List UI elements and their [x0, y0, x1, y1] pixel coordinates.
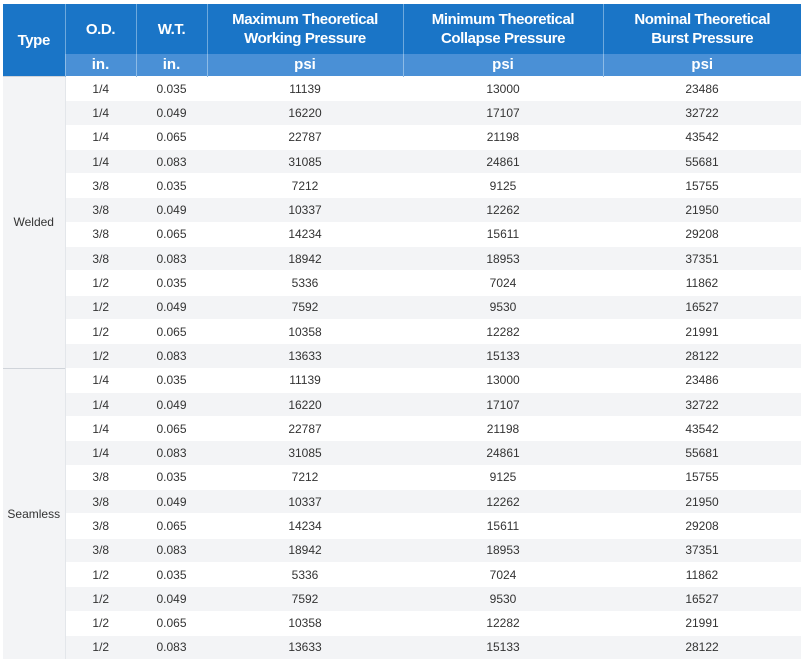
working-pressure-cell: 18942 — [207, 247, 403, 271]
burst-pressure-cell: 21950 — [603, 198, 801, 222]
collapse-pressure-cell: 15133 — [403, 344, 603, 368]
table-row — [3, 490, 801, 514]
od-cell: 3/8 — [65, 174, 136, 198]
od-cell: 1/4 — [65, 368, 136, 392]
table-row — [3, 198, 801, 222]
working-pressure-cell: 11139 — [207, 368, 403, 392]
collapse-pressure-cell: 7024 — [403, 562, 603, 586]
table-body — [3, 77, 801, 659]
wt-cell: 0.083 — [136, 149, 207, 173]
wt-cell: 0.065 — [136, 611, 207, 635]
table-row — [3, 368, 801, 392]
table-row — [3, 174, 801, 198]
table-row — [3, 392, 801, 416]
working-pressure-cell: 31085 — [207, 441, 403, 465]
working-pressure-cell: 11139 — [207, 77, 403, 101]
table-row — [3, 538, 801, 562]
unit-od: in. — [65, 54, 136, 77]
working-pressure-cell: 16220 — [207, 101, 403, 125]
wt-cell: 0.065 — [136, 125, 207, 149]
table-row — [3, 271, 801, 295]
unit-max-working: psi — [207, 54, 403, 77]
burst-pressure-cell: 23486 — [603, 368, 801, 392]
od-cell: 1/2 — [65, 271, 136, 295]
od-cell: 1/4 — [65, 392, 136, 416]
burst-pressure-cell: 37351 — [603, 538, 801, 562]
working-pressure-cell: 14234 — [207, 222, 403, 246]
wt-cell: 0.035 — [136, 562, 207, 586]
collapse-pressure-cell: 21198 — [403, 417, 603, 441]
collapse-pressure-cell: 9125 — [403, 174, 603, 198]
collapse-pressure-cell: 9125 — [403, 465, 603, 489]
wt-cell: 0.049 — [136, 490, 207, 514]
working-pressure-cell: 13633 — [207, 635, 403, 659]
table-row — [3, 295, 801, 319]
working-pressure-cell: 10337 — [207, 490, 403, 514]
header-min-collapse-pressure — [403, 4, 603, 54]
wt-cell: 0.035 — [136, 77, 207, 101]
table-row — [3, 149, 801, 173]
table-row — [3, 562, 801, 586]
table-row — [3, 247, 801, 271]
working-pressure-cell: 22787 — [207, 417, 403, 441]
burst-pressure-cell: 16527 — [603, 587, 801, 611]
wt-cell: 0.049 — [136, 587, 207, 611]
working-pressure-cell: 13633 — [207, 344, 403, 368]
working-pressure-cell: 7592 — [207, 295, 403, 319]
burst-pressure-cell: 21991 — [603, 611, 801, 635]
collapse-pressure-cell: 13000 — [403, 368, 603, 392]
wt-cell: 0.049 — [136, 198, 207, 222]
table-row — [3, 222, 801, 246]
header-od: O.D. — [65, 4, 136, 54]
table-row — [3, 611, 801, 635]
od-cell: 1/4 — [65, 101, 136, 125]
collapse-pressure-cell: 9530 — [403, 295, 603, 319]
type-label-seamless: Seamless — [3, 368, 65, 659]
burst-pressure-cell: 29208 — [603, 514, 801, 538]
working-pressure-cell: 5336 — [207, 271, 403, 295]
collapse-pressure-cell: 24861 — [403, 149, 603, 173]
od-cell: 1/4 — [65, 77, 136, 101]
working-pressure-cell: 10337 — [207, 198, 403, 222]
working-pressure-cell: 22787 — [207, 125, 403, 149]
wt-cell: 0.065 — [136, 417, 207, 441]
od-cell: 1/2 — [65, 611, 136, 635]
header-nominal-burst-line1: Nominal Theoretical — [634, 11, 770, 28]
collapse-pressure-cell: 12262 — [403, 490, 603, 514]
burst-pressure-cell: 32722 — [603, 392, 801, 416]
od-cell: 1/2 — [65, 562, 136, 586]
od-cell: 3/8 — [65, 465, 136, 489]
working-pressure-cell: 10358 — [207, 319, 403, 343]
header-min-collapse-line1: Minimum Theoretical — [432, 11, 574, 28]
burst-pressure-cell: 28122 — [603, 344, 801, 368]
working-pressure-cell: 7592 — [207, 587, 403, 611]
unit-wt: in. — [136, 54, 207, 77]
collapse-pressure-cell: 9530 — [403, 587, 603, 611]
working-pressure-cell: 7212 — [207, 465, 403, 489]
header-nominal-burst-pressure — [603, 4, 801, 54]
od-cell: 3/8 — [65, 247, 136, 271]
collapse-pressure-cell: 13000 — [403, 77, 603, 101]
wt-cell: 0.035 — [136, 465, 207, 489]
collapse-pressure-cell: 18953 — [403, 247, 603, 271]
table-row — [3, 417, 801, 441]
burst-pressure-cell: 21991 — [603, 319, 801, 343]
od-cell: 1/4 — [65, 149, 136, 173]
burst-pressure-cell: 11862 — [603, 271, 801, 295]
working-pressure-cell: 18942 — [207, 538, 403, 562]
unit-nominal-burst: psi — [603, 54, 801, 77]
burst-pressure-cell: 11862 — [603, 562, 801, 586]
type-label-welded: Welded — [3, 77, 65, 369]
collapse-pressure-cell: 18953 — [403, 538, 603, 562]
burst-pressure-cell: 43542 — [603, 417, 801, 441]
od-cell: 1/2 — [65, 344, 136, 368]
wt-cell: 0.035 — [136, 174, 207, 198]
wt-cell: 0.083 — [136, 441, 207, 465]
working-pressure-cell: 16220 — [207, 392, 403, 416]
burst-pressure-cell: 21950 — [603, 490, 801, 514]
collapse-pressure-cell: 7024 — [403, 271, 603, 295]
burst-pressure-cell: 23486 — [603, 77, 801, 101]
wt-cell: 0.049 — [136, 392, 207, 416]
collapse-pressure-cell: 15611 — [403, 222, 603, 246]
header-wt: W.T. — [136, 4, 207, 54]
table-header — [3, 4, 801, 77]
working-pressure-cell: 14234 — [207, 514, 403, 538]
wt-cell: 0.065 — [136, 222, 207, 246]
table-row — [3, 319, 801, 343]
od-cell: 1/2 — [65, 319, 136, 343]
header-min-collapse-line2: Collapse Pressure — [441, 30, 565, 47]
burst-pressure-cell: 37351 — [603, 247, 801, 271]
wt-cell: 0.083 — [136, 538, 207, 562]
header-max-working-pressure — [207, 4, 403, 54]
header-max-working-line2: Working Pressure — [244, 30, 366, 47]
wt-cell: 0.065 — [136, 514, 207, 538]
collapse-pressure-cell: 15611 — [403, 514, 603, 538]
burst-pressure-cell: 16527 — [603, 295, 801, 319]
wt-cell: 0.049 — [136, 101, 207, 125]
working-pressure-cell: 10358 — [207, 611, 403, 635]
od-cell: 1/4 — [65, 125, 136, 149]
od-cell: 3/8 — [65, 514, 136, 538]
working-pressure-cell: 5336 — [207, 562, 403, 586]
working-pressure-cell: 31085 — [207, 149, 403, 173]
od-cell: 1/2 — [65, 587, 136, 611]
od-cell: 3/8 — [65, 222, 136, 246]
collapse-pressure-cell: 17107 — [403, 392, 603, 416]
wt-cell: 0.065 — [136, 319, 207, 343]
od-cell: 1/2 — [65, 635, 136, 659]
table-row — [3, 344, 801, 368]
units-row — [3, 54, 801, 77]
table-row — [3, 465, 801, 489]
working-pressure-cell: 7212 — [207, 174, 403, 198]
collapse-pressure-cell: 21198 — [403, 125, 603, 149]
table-row — [3, 441, 801, 465]
header-type: Type — [3, 4, 65, 77]
collapse-pressure-cell: 12282 — [403, 319, 603, 343]
table-row — [3, 587, 801, 611]
collapse-pressure-cell: 12262 — [403, 198, 603, 222]
burst-pressure-cell: 55681 — [603, 149, 801, 173]
od-cell: 1/4 — [65, 441, 136, 465]
table-row — [3, 101, 801, 125]
table-row — [3, 125, 801, 149]
table-row — [3, 77, 801, 101]
wt-cell: 0.083 — [136, 344, 207, 368]
burst-pressure-cell: 43542 — [603, 125, 801, 149]
wt-cell: 0.035 — [136, 368, 207, 392]
burst-pressure-cell: 29208 — [603, 222, 801, 246]
collapse-pressure-cell: 15133 — [403, 635, 603, 659]
header-row — [3, 4, 801, 54]
header-nominal-burst-line2: Burst Pressure — [651, 30, 753, 47]
od-cell: 1/4 — [65, 417, 136, 441]
unit-min-collapse: psi — [403, 54, 603, 77]
collapse-pressure-cell: 17107 — [403, 101, 603, 125]
burst-pressure-cell: 32722 — [603, 101, 801, 125]
wt-cell: 0.083 — [136, 247, 207, 271]
od-cell: 3/8 — [65, 538, 136, 562]
burst-pressure-cell: 55681 — [603, 441, 801, 465]
table-row — [3, 635, 801, 659]
burst-pressure-cell: 15755 — [603, 174, 801, 198]
od-cell: 3/8 — [65, 490, 136, 514]
header-max-working-line1: Maximum Theoretical — [232, 11, 378, 28]
wt-cell: 0.049 — [136, 295, 207, 319]
burst-pressure-cell: 28122 — [603, 635, 801, 659]
pressure-rating-table — [3, 4, 801, 659]
od-cell: 3/8 — [65, 198, 136, 222]
collapse-pressure-cell: 24861 — [403, 441, 603, 465]
wt-cell: 0.035 — [136, 271, 207, 295]
od-cell: 1/2 — [65, 295, 136, 319]
table-row — [3, 514, 801, 538]
burst-pressure-cell: 15755 — [603, 465, 801, 489]
collapse-pressure-cell: 12282 — [403, 611, 603, 635]
wt-cell: 0.083 — [136, 635, 207, 659]
